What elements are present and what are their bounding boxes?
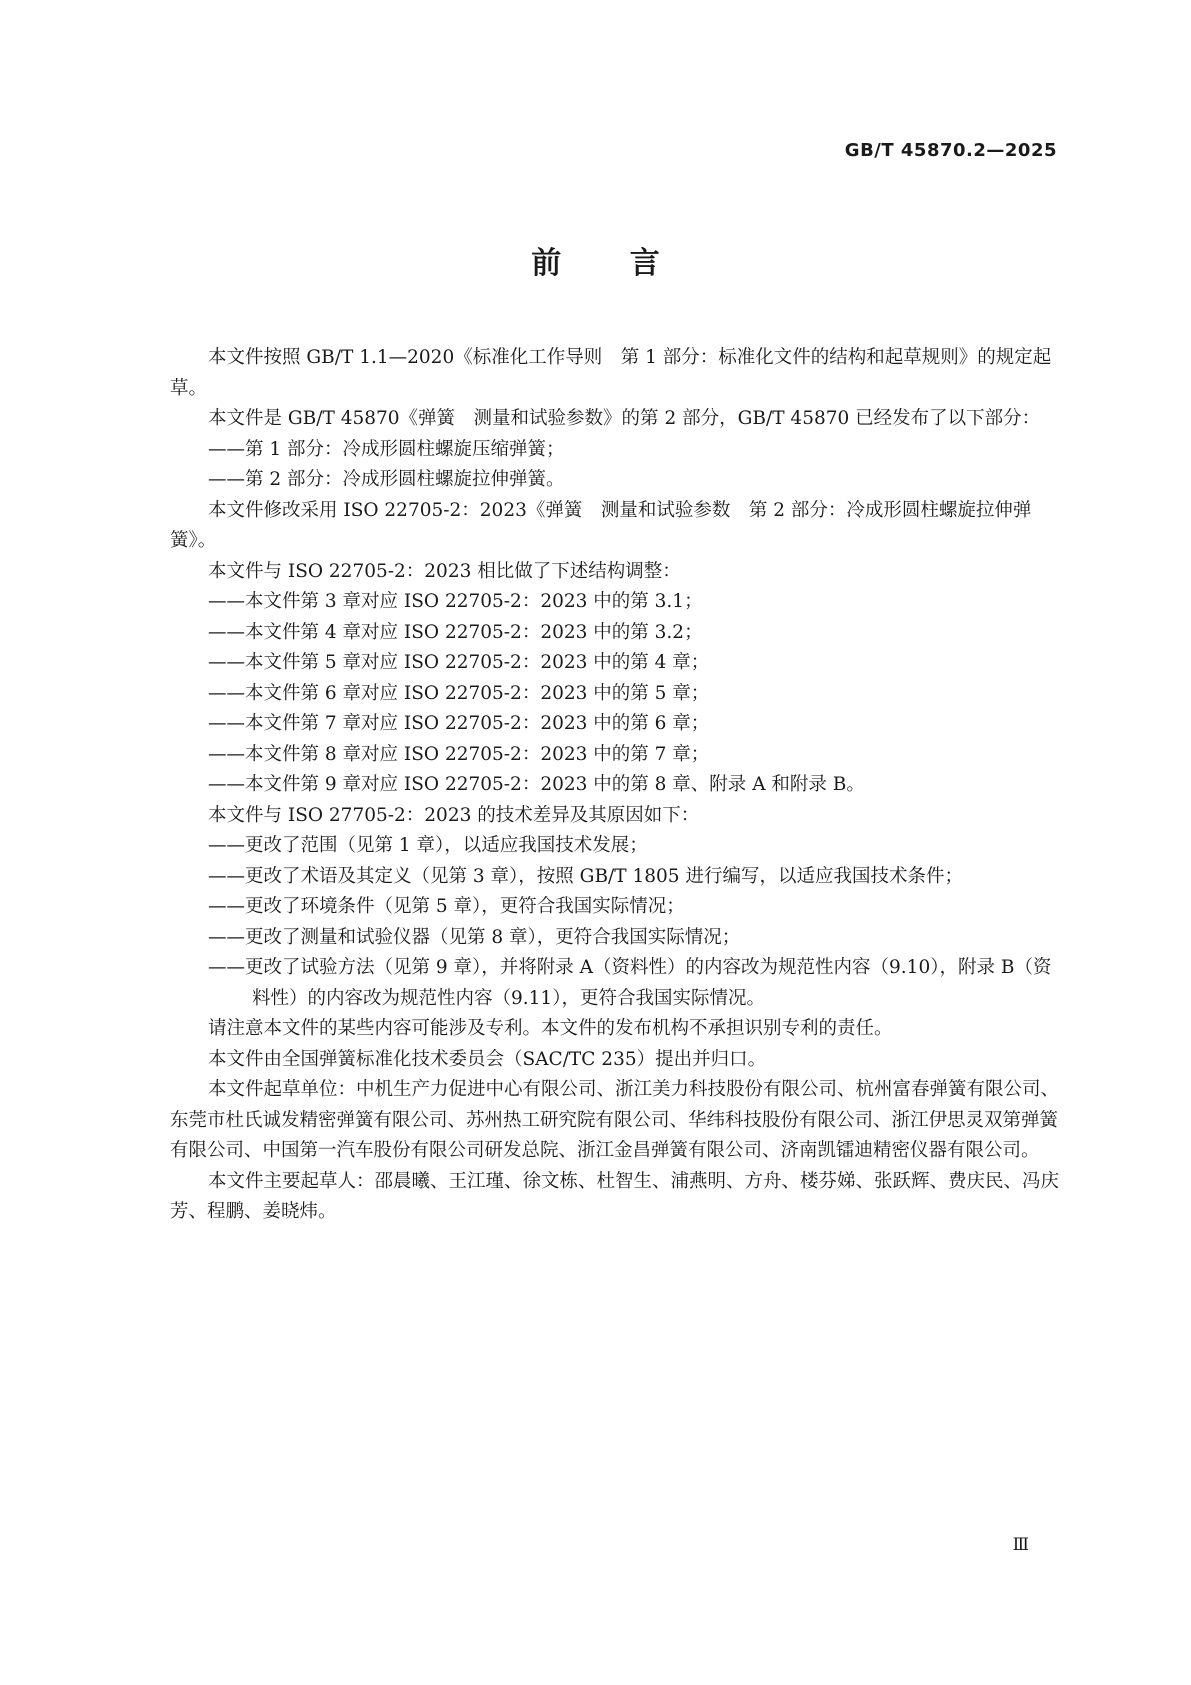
- list-item: ——更改了测量和试验仪器（见第 8 章），更符合我国实际情况；: [208, 926, 741, 948]
- list-item: ——本文件第 6 章对应 ISO 22705-2：2023 中的第 5 章；: [208, 682, 710, 704]
- list-item: ——本文件第 7 章对应 ISO 22705-2：2023 中的第 6 章；: [208, 713, 710, 734]
- paragraph-series-parts: 本文件是 GB/T 45870《弹簧 测量和试验参数》的第 2 部分，GB/T 45870 已经发布了以下部分：: [208, 408, 1041, 429]
- preface-body: [170, 343, 1060, 1228]
- list-item: ——本文件第 3 章对应 ISO 22705-2：2023 中的第 3.1；: [208, 591, 703, 612]
- list-item: ——本文件第 5 章对应 ISO 22705-2：2023 中的第 4 章；: [208, 652, 710, 673]
- paragraph-patent-notice: 请注意本文件的某些内容可能涉及专利。本文件的发布机构不承担识别专利的责任。: [208, 1018, 893, 1039]
- page-title-char-1: 前: [531, 246, 562, 281]
- page-number: Ⅲ: [1012, 1535, 1029, 1555]
- paragraph-drafting-rules: 本文件按照 GB/T 1.1—2020《标准化工作导则 第 1 部分：标准化文件的结构和起草规则》的规定起草。: [170, 347, 1052, 399]
- list-item: ——第 1 部分：冷成形圆柱螺旋压缩弹簧；: [208, 438, 565, 460]
- list-item: ——第 2 部分：冷成形圆柱螺旋拉伸弹簧。: [208, 469, 565, 490]
- list-item: ——本文件第 4 章对应 ISO 22705-2：2023 中的第 3.2；: [208, 621, 703, 643]
- paragraph-structural-changes: 本文件与 ISO 22705-2：2023 相比做了下述结构调整：: [208, 560, 681, 582]
- list-item: ——更改了环境条件（见第 5 章），更符合我国实际情况；: [208, 896, 685, 917]
- paragraph-drafting-units: 本文件起草单位：中机生产力促进中心有限公司、浙江美力科技股份有限公司、杭州富春弹簧有限公司、东莞市杜氏诚发精密弹簧有限公司、苏州热工研究院有限公司、华纬科技股份有限公司、浙江伊思灵双第弹簧有限公司、中国第一汽车股份有限公司研发总院、浙江金昌弹簧有限公司、济南凯镭迪精密仪器有限公司。: [170, 1079, 1060, 1161]
- paragraph-proposing-body: 本文件由全国弹簧标准化技术委员会（SAC/TC 235）提出并归口。: [208, 1048, 767, 1070]
- list-item: ——本文件第 8 章对应 ISO 22705-2：2023 中的第 7 章；: [208, 743, 710, 765]
- paragraph-drafters: 本文件主要起草人：邵晨曦、王江瑾、徐文栋、杜智生、浦燕明、方舟、楼芬娣、张跃辉、费庆民、冯庆芳、程鹏、姜晓炜。: [170, 1170, 1060, 1222]
- page-title-char-2: 言: [629, 246, 660, 281]
- paragraph-iso-adoption: 本文件修改采用 ISO 22705-2：2023《弹簧 测量和试验参数 第 2 部分：冷成形圆柱螺旋拉伸弹簧》。: [170, 499, 1032, 551]
- page-title: [0, 238, 1191, 282]
- paragraph-technical-differences: 本文件与 ISO 27705-2：2023 的技术差异及其原因如下：: [208, 804, 700, 826]
- list-item: ——更改了范围（见第 1 章），以适应我国技术发展；: [208, 835, 648, 856]
- list-item: ——本文件第 9 章对应 ISO 22705-2：2023 中的第 8 章、附录 A 和附录 B。: [208, 774, 865, 795]
- list-item: ——更改了术语及其定义（见第 3 章），按照 GB/T 1805 进行编写，以适应我国技术条件；: [208, 865, 963, 887]
- standard-code: GB/T 45870.2—2025: [844, 140, 1057, 161]
- list-item: ——更改了试验方法（见第 9 章），并将附录 A（资料性）的内容改为规范性内容（9.10），附录 B（资料性）的内容改为规范性内容（9.11），更符合我国实际情况。: [208, 957, 1052, 1009]
